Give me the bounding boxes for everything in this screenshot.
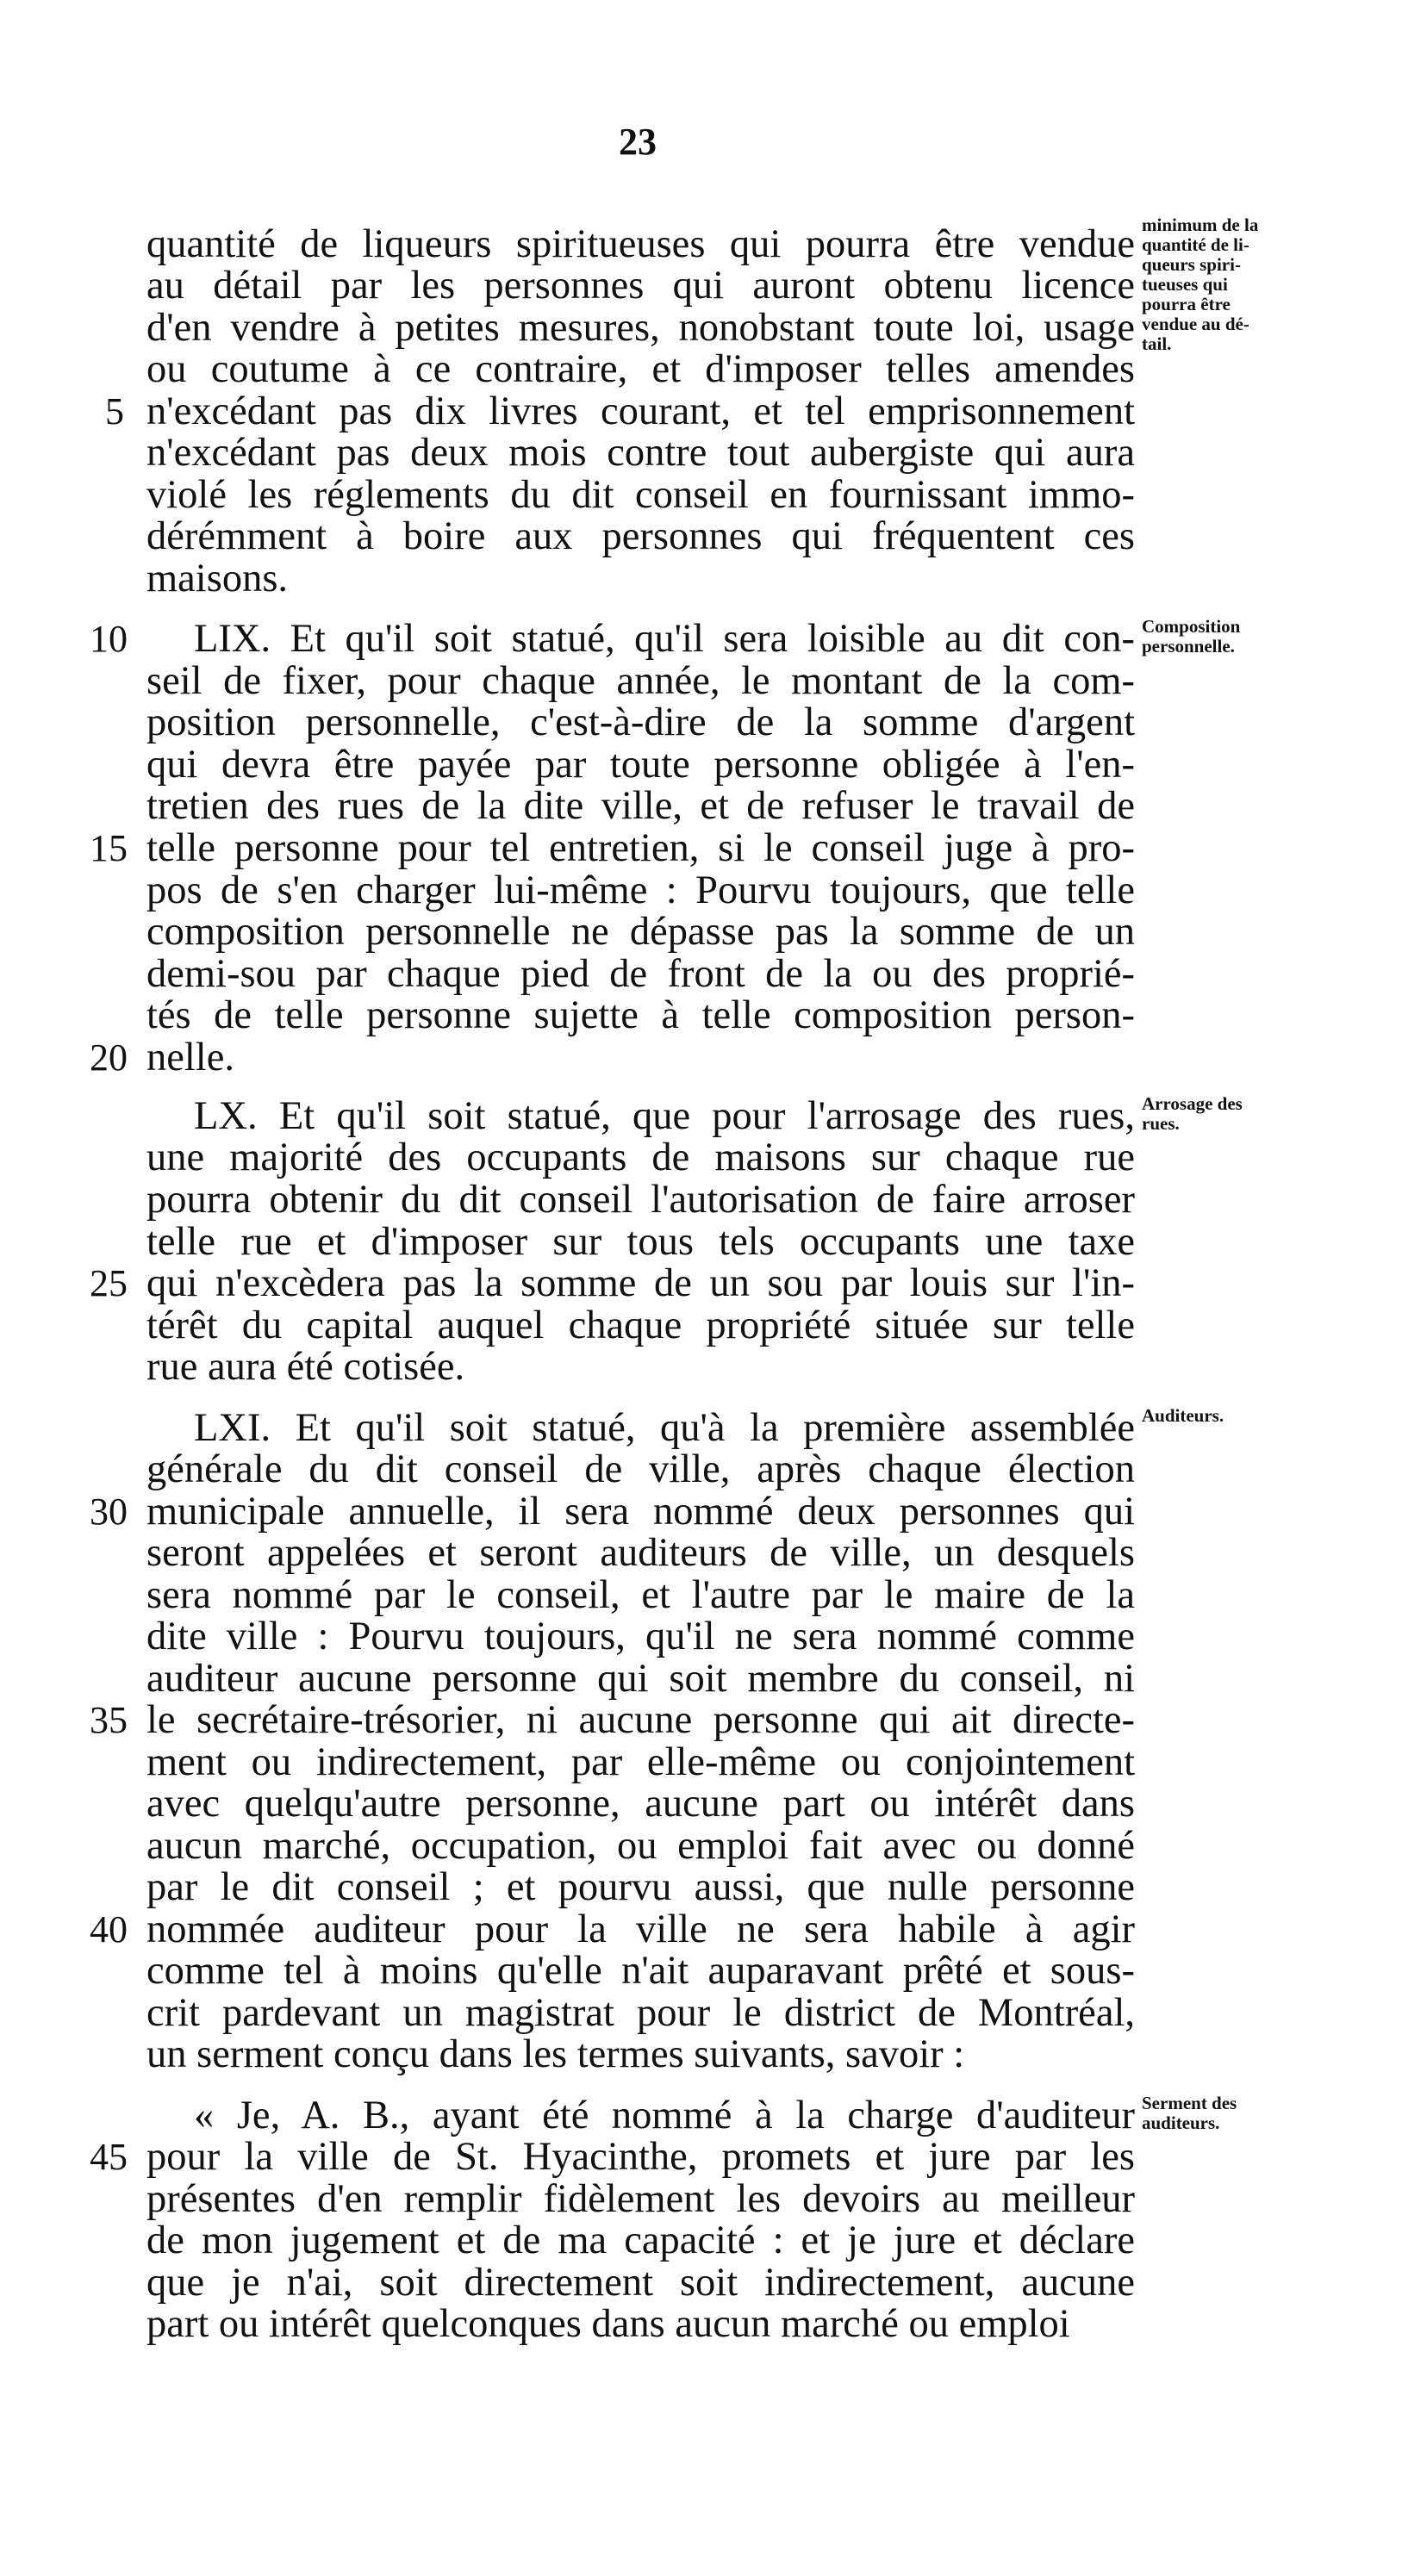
text-line: telle personne pour tel entretien, si le conseil juge à pro-	[146, 826, 1135, 870]
margin-note-line: personnelle.	[1142, 636, 1235, 656]
margin-note-line: Serment des	[1142, 2093, 1237, 2113]
text-line: violé les réglements du dit conseil en fournissant immo-	[146, 473, 1135, 517]
text-line: sera nommé par le conseil, et l'autre par le maire de la	[146, 1573, 1135, 1617]
text-line: telle rue et d'imposer sur tous tels occupants une taxe	[146, 1220, 1135, 1264]
line-number: 10	[90, 618, 128, 660]
text-line: « Je, A. B., ayant été nommé à la charge d'auditeur	[194, 2094, 1135, 2137]
text-line: nelle.	[146, 1036, 234, 1080]
text-line: que je n'ai, soit directement soit indirectement, aucune	[146, 2261, 1135, 2305]
text-line: quantité de liqueurs spiritueuses qui pourra être vendue	[146, 222, 1135, 266]
margin-note-line: quantité de li-	[1142, 234, 1249, 255]
text-line: au détail par les personnes qui auront obtenu licence	[146, 264, 1135, 308]
text-line: LXI. Et qu'il soit statué, qu'à la première assemblée	[194, 1406, 1135, 1450]
text-line: LIX. Et qu'il soit statué, qu'il sera loisible au dit con-	[194, 617, 1135, 661]
line-number: 25	[90, 1262, 128, 1304]
text-line: position personnelle, c'est-à-dire de la somme d'argent	[146, 700, 1135, 744]
margin-note-line: Composition	[1142, 616, 1241, 637]
text-line: composition personnelle ne dépasse pas la somme de un	[146, 910, 1135, 954]
text-line: d'en vendre à petites mesures, nonobstant toute loi, usage	[146, 306, 1135, 350]
text-line: générale du dit conseil de ville, après chaque élection	[146, 1447, 1135, 1491]
text-line: ment ou indirectement, par elle-même ou conjointement	[146, 1740, 1135, 1784]
text-line: dérémment à boire aux personnes qui fréquentent ces	[146, 514, 1135, 558]
margin-note-line: Auditeurs.	[1142, 1405, 1224, 1426]
margin-note	[1142, 1406, 1396, 1426]
text-line: ou coutume à ce contraire, et d'imposer telles amendes	[146, 347, 1135, 391]
text-line: pos de s'en charger lui-même : Pourvu toujours, que telle	[146, 868, 1135, 912]
text-line: comme tel à moins qu'elle n'ait auparavant prêté et sous-	[146, 1949, 1135, 1993]
text-line: part ou intérêt quelconques dans aucun marché ou emploi	[146, 2302, 1070, 2346]
text-line: crit pardevant un magistrat pour le district de Montréal,	[146, 1991, 1135, 2035]
margin-note-line: vendue au dé-	[1142, 314, 1249, 334]
text-line: tretien des rues de la dite ville, et de refuser le travail de	[146, 784, 1135, 828]
text-line: demi-sou par chaque pied de front de la ou des proprié-	[146, 952, 1135, 996]
text-line: auditeur aucune personne qui soit membre du conseil, ni	[146, 1657, 1135, 1701]
text-line: qui devra être payée par toute personne obligée à l'en-	[146, 743, 1135, 787]
text-line: pourra obtenir du dit conseil l'autorisation de faire arroser	[146, 1178, 1135, 1222]
text-line: seil de fixer, pour chaque année, le montant de la com-	[146, 659, 1135, 703]
line-number: 30	[90, 1490, 128, 1533]
text-line: rue aura été cotisée.	[146, 1345, 465, 1389]
text-line: maisons.	[146, 557, 289, 600]
text-line: pour la ville de St. Hyacinthe, promets et jure par les	[146, 2135, 1135, 2179]
text-line: avec quelqu'autre personne, aucune part ou intérêt dans	[146, 1782, 1135, 1826]
line-number: 40	[90, 1908, 128, 1951]
text-line: nommée auditeur pour la ville ne sera habile à agir	[146, 1907, 1135, 1951]
text-line: un serment conçu dans les termes suivants, savoir :	[146, 2032, 965, 2076]
text-line: LX. Et qu'il soit statué, que pour l'arrosage des rues,	[194, 1094, 1135, 1138]
margin-note	[1142, 215, 1396, 354]
line-number: 20	[90, 1036, 128, 1079]
margin-note-line: tueuses qui	[1142, 274, 1228, 295]
text-line: seront appelées et seront auditeurs de ville, un desquels	[146, 1531, 1135, 1575]
line-number: 45	[90, 2136, 128, 2178]
text-line: tés de telle personne sujette à telle composition person-	[146, 993, 1135, 1037]
text-line: qui n'excèdera pas la somme de un sou par louis sur l'in-	[146, 1261, 1135, 1305]
line-number: 35	[90, 1699, 128, 1741]
line-number: 5	[105, 390, 124, 432]
text-line: aucun marché, occupation, ou emploi fait avec ou donné	[146, 1824, 1135, 1868]
text-line: par le dit conseil ; et pourvu aussi, que nulle personne	[146, 1865, 1135, 1909]
margin-note	[1142, 2094, 1396, 2133]
text-line: le secrétaire-trésorier, ni aucune personne qui ait directe-	[146, 1698, 1135, 1742]
text-line: n'excédant pas deux mois contre tout aubergiste qui aura	[146, 431, 1135, 475]
margin-note	[1142, 617, 1396, 656]
margin-note-line: tail.	[1142, 333, 1172, 354]
line-number: 15	[90, 827, 128, 869]
text-line: une majorité des occupants de maisons sur chaque rue	[146, 1136, 1135, 1179]
text-line: de mon jugement et de ma capacité : et je jure et déclare	[146, 2218, 1135, 2262]
text-line: municipale annuelle, il sera nommé deux personnes qui	[146, 1490, 1135, 1534]
margin-note	[1142, 1094, 1396, 1134]
text-line: dite ville : Pourvu toujours, qu'il ne sera nommé comme	[146, 1615, 1135, 1658]
margin-note-line: minimum de la	[1142, 215, 1259, 235]
margin-note-line: Arrosage des	[1142, 1093, 1243, 1114]
text-line: présentes d'en remplir fidèlement les devoirs au meilleur	[146, 2177, 1135, 2221]
page-number: 23	[619, 121, 657, 163]
text-line: térêt du capital auquel chaque propriété située sur telle	[146, 1304, 1135, 1347]
margin-note-line: rues.	[1142, 1113, 1180, 1134]
margin-note-line: queurs spiri-	[1142, 254, 1241, 275]
margin-note-line: auditeurs.	[1142, 2112, 1220, 2133]
margin-note-line: pourra être	[1142, 294, 1231, 314]
text-line: n'excédant pas dix livres courant, et tel emprisonnement	[146, 389, 1135, 433]
